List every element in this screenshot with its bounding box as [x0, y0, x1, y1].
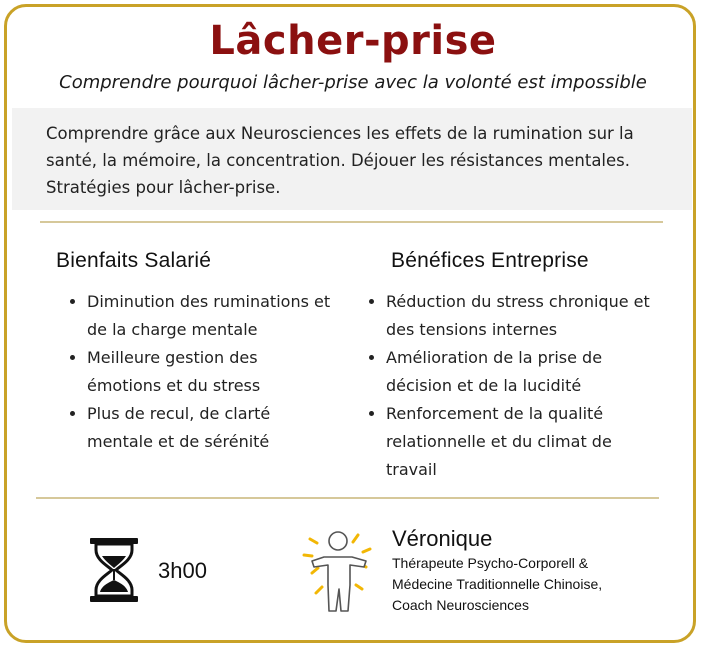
- list-item-line: des tensions internes: [386, 320, 558, 339]
- list-item-line: travail: [386, 460, 437, 479]
- hourglass-icon: [88, 536, 140, 604]
- divider-bottom: [36, 497, 659, 499]
- trainer-role-line: Thérapeute Psycho-Corporell &: [392, 555, 589, 571]
- list-item-line: de la charge mentale: [87, 320, 258, 339]
- duration-value: 3h00: [158, 558, 207, 583]
- employee-benefits-list: [67, 288, 377, 456]
- list-item-line: Renforcement de la qualité: [386, 404, 604, 423]
- trainer-name: Véronique: [392, 526, 493, 551]
- list-item: [386, 400, 706, 484]
- list-item: [87, 344, 377, 400]
- list-item-line: Meilleure gestion des: [87, 348, 258, 367]
- page-subtitle: Comprendre pourquoi lâcher-prise avec la volonté est impossible: [59, 72, 647, 93]
- divider-top: [40, 221, 663, 223]
- person-radiating-icon: [300, 527, 380, 617]
- description-box: [12, 108, 692, 210]
- list-item: [87, 400, 377, 456]
- list-item-line: relationnelle et du climat de: [386, 432, 612, 451]
- trainer-role-line: Médecine Traditionnelle Chinoise,: [392, 576, 603, 592]
- company-benefits-list: [366, 288, 706, 484]
- description-line: Stratégies pour lâcher-prise.: [46, 178, 281, 197]
- list-item-line: Amélioration de la prise de: [386, 348, 603, 367]
- description-line: Comprendre grâce aux Neurosciences les effets de la rumination sur la: [46, 124, 634, 143]
- list-item-line: Plus de recul, de clarté: [87, 404, 271, 423]
- trainer-role-line: Coach Neurosciences: [392, 597, 529, 613]
- list-item: [386, 344, 706, 400]
- list-item-line: émotions et du stress: [87, 376, 261, 395]
- list-item-line: Diminution des ruminations et: [87, 292, 331, 311]
- list-item-line: décision et de la lucidité: [386, 376, 582, 395]
- page-title: Lâcher-prise: [209, 18, 497, 64]
- trainer-roles: [392, 553, 692, 616]
- list-item-line: Réduction du stress chronique et: [386, 292, 650, 311]
- employee-benefits-title: Bienfaits Salarié: [56, 249, 212, 272]
- list-item-line: mentale et de sérénité: [87, 432, 270, 451]
- list-item: [386, 288, 706, 344]
- company-benefits-title: Bénéfices Entreprise: [391, 249, 589, 272]
- list-item: [87, 288, 377, 344]
- description-line: santé, la mémoire, la concentration. Déjouer les résistances mentales.: [46, 151, 631, 170]
